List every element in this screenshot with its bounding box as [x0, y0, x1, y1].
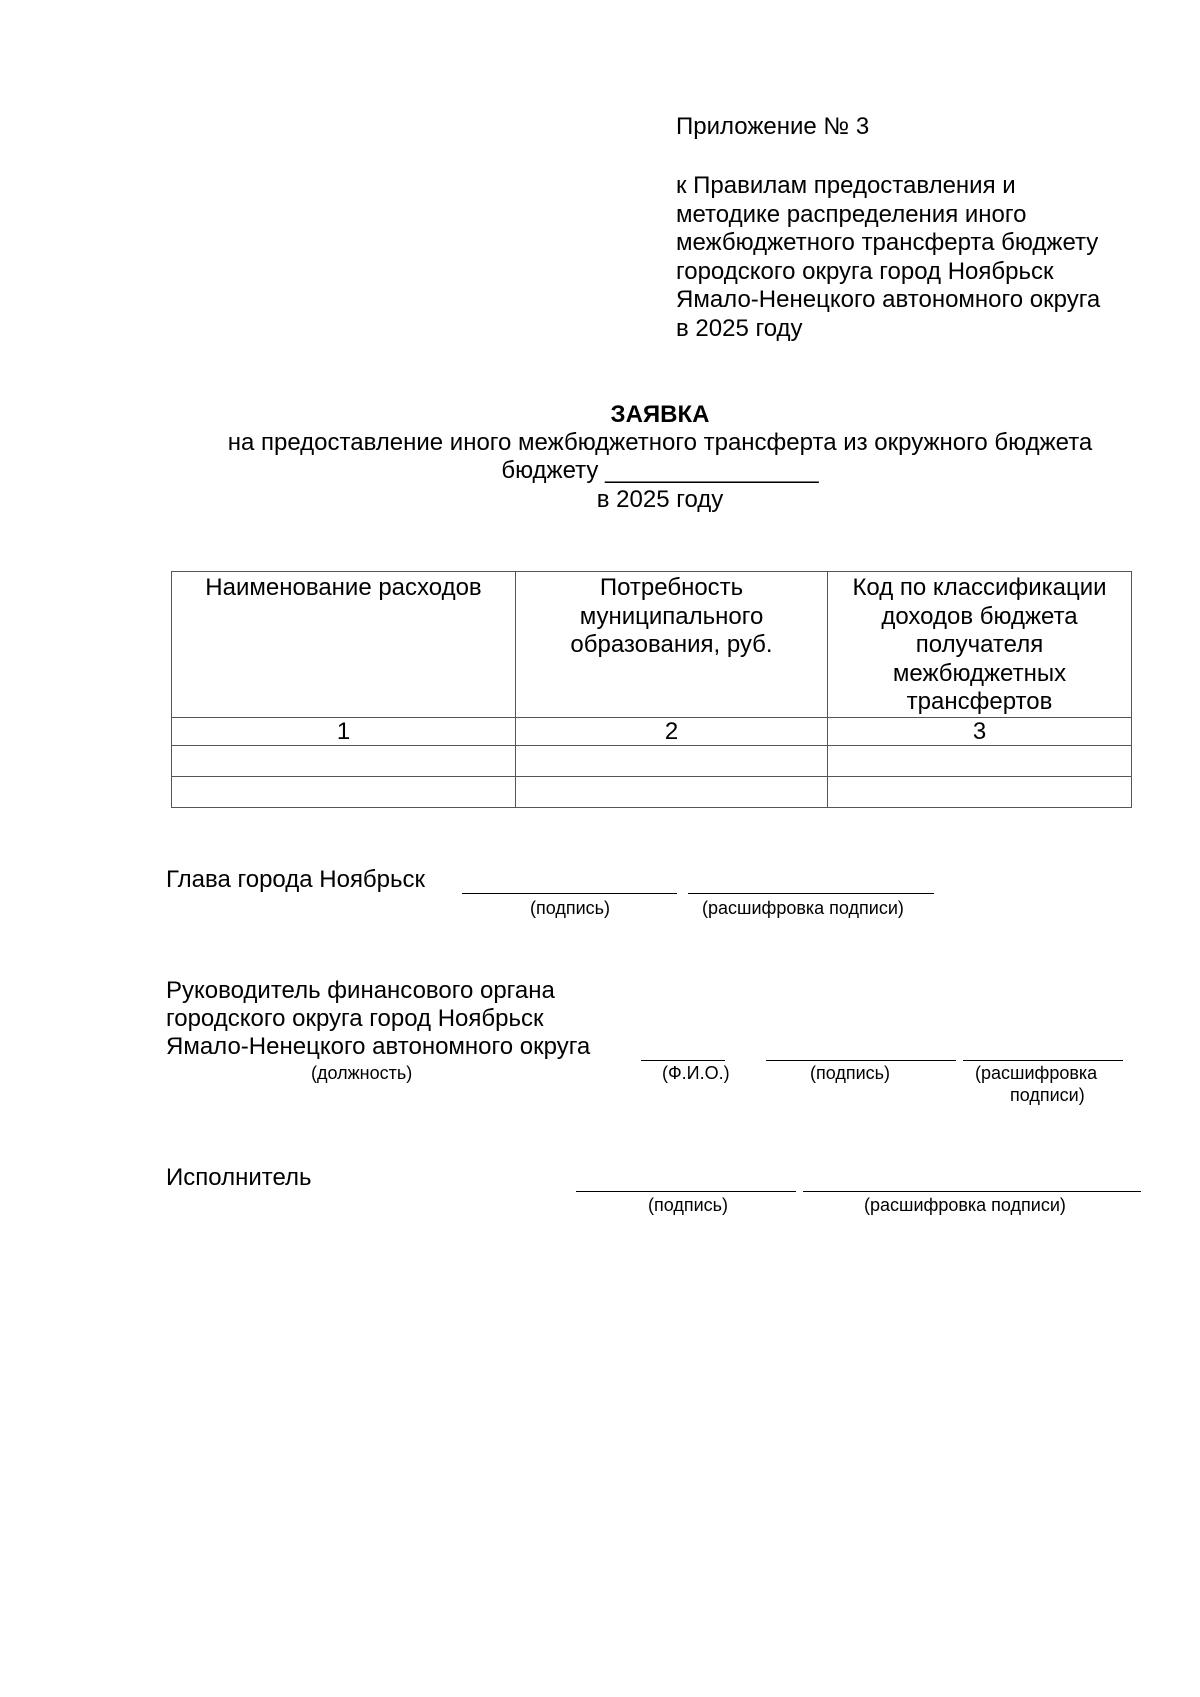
full-name-caption: (Ф.И.О.) — [662, 1063, 730, 1083]
annex-text — [676, 172, 1176, 343]
table-cell[interactable] — [516, 777, 828, 808]
annex-line: межбюджетного трансферта бюджету — [676, 229, 1099, 256]
table-cell[interactable] — [828, 777, 1132, 808]
document-title: ЗАЯВКА — [610, 401, 710, 428]
header-line: доходов бюджета — [881, 602, 1078, 630]
header-line: образования, руб. — [570, 631, 773, 658]
signature-transcript-caption: (расшифровка — [975, 1063, 1098, 1083]
table-cell[interactable] — [172, 746, 516, 777]
signature-caption: (подпись) — [648, 1195, 729, 1215]
column-number: 1 — [172, 718, 516, 746]
position-caption: (должность) — [311, 1063, 413, 1083]
header-line: муниципального — [579, 602, 764, 630]
document-subtitle: на предоставление иного межбюджетного трансферта из окружного бюджета — [227, 429, 1093, 456]
column-number: 3 — [828, 718, 1132, 746]
annex-line: городского округа город Ноябрьск — [676, 257, 1054, 285]
annex-line: в 2025 году — [676, 314, 803, 342]
column-number: 2 — [516, 718, 828, 746]
head-signature-line[interactable] — [462, 893, 677, 894]
executor-label: Исполнитель — [166, 1164, 312, 1191]
annex-line: к Правилам предоставления и — [676, 172, 1016, 199]
table-header-cell — [516, 572, 828, 718]
signature-transcript-caption: (расшифровка подписи) — [864, 1195, 1066, 1215]
annex-line: Ямало-Ненецкого автономного округа — [676, 286, 1101, 313]
finance-head-label: городского округа город Ноябрьск — [166, 1005, 544, 1032]
header-line: Наименование расходов — [205, 574, 482, 601]
expenses-table — [171, 571, 1132, 808]
table-cell[interactable] — [828, 746, 1132, 777]
finance-head-label: Ямало-Ненецкого автономного округа — [166, 1033, 591, 1060]
executor-signature-line[interactable] — [576, 1191, 796, 1192]
annex-line: методике распределения иного — [676, 200, 1027, 228]
document-year: в 2025 году — [596, 486, 724, 513]
table-header-cell — [828, 572, 1132, 718]
head-of-city-label: Глава города Ноябрьск — [166, 866, 426, 893]
header-line: межбюджетных — [892, 659, 1067, 687]
finance-transcript-line[interactable] — [963, 1060, 1123, 1061]
table-cell[interactable] — [172, 777, 516, 808]
table-column-numbers-row — [172, 718, 1132, 746]
finance-head-label: Руководитель финансового органа — [166, 977, 555, 1004]
signature-caption: (подпись) — [530, 898, 611, 918]
header-line: Код по классификации — [852, 574, 1107, 601]
finance-signature-line[interactable] — [766, 1060, 956, 1061]
finance-name-line[interactable] — [641, 1060, 725, 1061]
table-header-row — [172, 572, 1132, 718]
table-row — [172, 777, 1132, 808]
table-header-cell — [172, 572, 516, 718]
table-row — [172, 746, 1132, 777]
budget-recipient-line: бюджету ________________ — [501, 457, 819, 484]
signature-transcript-caption: подписи) — [1010, 1085, 1085, 1105]
table-cell[interactable] — [516, 746, 828, 777]
signature-transcript-caption: (расшифровка подписи) — [702, 898, 904, 918]
signature-caption: (подпись) — [810, 1063, 891, 1083]
executor-transcript-line[interactable] — [803, 1191, 1141, 1192]
header-line: получателя — [915, 631, 1044, 658]
head-signature-transcript-line[interactable] — [688, 893, 934, 894]
header-line: трансфертов — [906, 688, 1053, 715]
annex-title: Приложение № 3 — [676, 113, 870, 140]
header-line: Потребность — [599, 574, 744, 601]
